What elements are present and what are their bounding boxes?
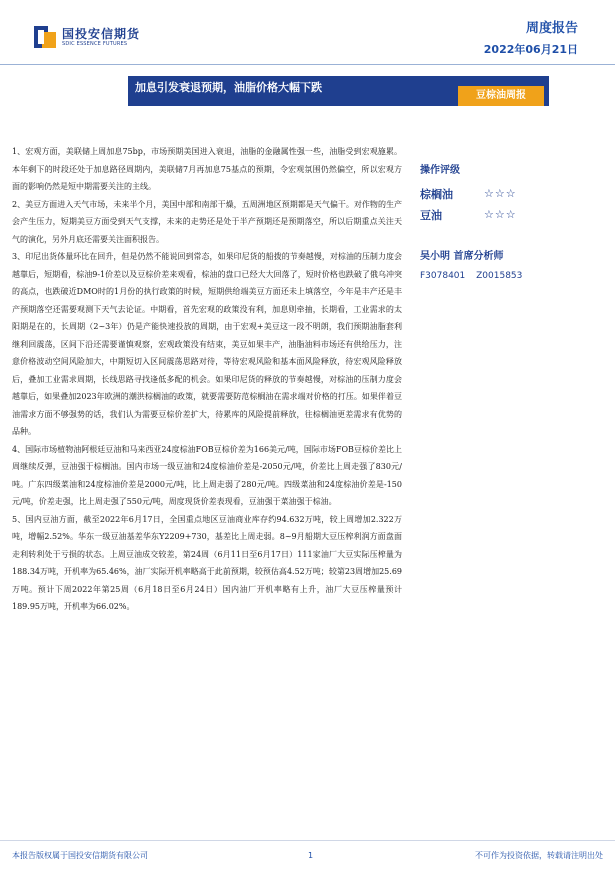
paragraph-macro: 1、宏观方面，美联储上周加息75bp，市场预期美国进入衰退，油脂的金融属性强一些，油脂受到宏观施累。本年剩下的时段还处于加息路径周期内，美联储7月再加息75基点的预期，令宏观氛围仍然偏空，所以宏观方面的影响仍然是短中期需要关注的主线。 xyxy=(12,147,402,191)
paragraph-domestic-soy-oil: 5、国内豆油方面，截至2022年6月17日，全国重点地区豆油商业库存约94.632万吨，较上周增加2.322万吨，增幅2.52%。华东一级豆油基差华东Y2209+730，基差比上周走弱。8~9月船期大豆压榨利润方面盘面走利转利处于亏损的状态。上周豆油成交较差，第24周（6月11日至6月17日）111家油厂大豆实际压榨量为188.34万吨，开机率为65.46%，油厂实际开机率略高于此前预期，较预估高4.52万吨；较第23周增加25.69万吨。预计下周2022年第25周（6月18日至6月24日）国内油厂开机率略有上升，油厂大豆压榨量预计189.95万吨，开机率为66.02%。 xyxy=(12,514,402,611)
page-number: 1 xyxy=(308,851,314,860)
paragraph-soybean: 2、美豆方面进入天气市场，未来半个月，美国中部和南部干燥，五周洲地区预期都是天气偏干。对作物的生产会产生压力，短期美豆方面受到天气支撑，未来的走势还是处于半产预期还是预期落空，所以后期重点关注天气的演化，另外月底还需要关注面积报告。 xyxy=(12,199,402,244)
header-divider xyxy=(0,64,615,65)
company-logo xyxy=(34,26,140,48)
footer-divider xyxy=(0,840,615,841)
rating-row-soy-oil xyxy=(420,204,590,225)
paragraph-spreads: 4、国际市场植物油阿根廷豆油和马来西亚24度棕油FOB豆棕价差为166美元/吨，国际市场FOB豆棕价差比上周继续反弹，豆油强于棕榈油。国内市场一级豆油和24度棕油价差是-2050元/吨，价差比上周走强了830元/吨。广东四级菜油和24度棕油价差是2000元/吨，比上周走弱了280元/吨。四级菜油和24度棕油价差是-150元/吨，价差走强，比上周走强了550元/吨，周度现货价差表现看，豆油强于菜油强于棕油。 xyxy=(12,444,402,506)
disclaimer: 不可作为投资依据，转载请注明出处 xyxy=(475,851,603,860)
logo-chinese-name: 国投安信期货 xyxy=(62,26,141,41)
sidebar xyxy=(420,163,590,283)
license-number: Z0015853 xyxy=(476,271,523,281)
rating-product-name: 棕榈油 xyxy=(420,187,453,201)
report-title: 加息引发衰退预期，油脂价格大幅下跌 xyxy=(135,81,322,94)
rating-stars: ☆☆☆ xyxy=(484,208,517,221)
logo-english-name: SDIC ESSENCE FUTURES xyxy=(62,40,128,47)
report-type: 周度报告 xyxy=(525,21,578,36)
copyright-notice: 本报告版权属于国投安信期货有限公司 xyxy=(12,851,148,860)
rating-stars: ☆☆☆ xyxy=(484,187,517,200)
rating-product-name: 豆油 xyxy=(420,208,442,222)
rating-row-palm-oil xyxy=(420,183,590,204)
report-body xyxy=(12,143,402,616)
license-number: F3078401 xyxy=(420,271,466,281)
paragraph-palm-oil: 3、印尼出货体量环比在回升，但是仍然不能说回到常态，如果印尼货的船拨的节奏越慢，对棕油的压制力度会越靠后，短期看，棕油9-1价差以及豆棕价差来观看，棕油的盘口已经大大回落了，短时价格也跌破了俄乌冲突的高点，也跌破近DMO时的1月份的执行政策的时候，短期供给端美豆方面还未上填落空，今年是丰产还是丰产预期落空还需要观测下天气去论证。中期看，首先宏观的政策没有利，加息则牵抽，长期看，工业需求的太阳期是在的，长周期（2~3年）仍是产能快速投放的周期，由于宏观+美豆这一段不明朗，我们预期油脂套利继利回震荡，区间下沿还需要谨慎观察，宏观政策没有结束，美豆如果丰产，油脂油料市场还有供给压力，注意价格波动空间风险加大，中期短切入区间震荡思路对待，等待宏观风险和基本面风险释放，待宏观风险释放后，叠加工业需求周期，长线思路寻找逢低多配的机会。如果印尼货的释放的节奏越慢，对棕油的压制力度会越靠后，如果叠加2023年欧洲的潮洪棕榈油的政策，就要需要防范棕榈油在需求端对价格的打压。如果伴着豆油需求方面不够强势的话，我们认为需要豆棕价差扩大，待累库的风险提前释放，往棕榈油更差需求有优势的品种。 xyxy=(12,252,402,436)
analyst-licenses xyxy=(420,269,590,283)
report-header-meta xyxy=(484,20,578,58)
report-date: 2022年06月21日 xyxy=(483,43,578,56)
report-category-tag: 豆棕油周报 xyxy=(458,86,544,106)
logo-mark-icon xyxy=(34,26,56,48)
analyst-name: 吴小明 首席分析师 xyxy=(420,251,504,262)
rating-heading: 操作评级 xyxy=(420,165,460,176)
